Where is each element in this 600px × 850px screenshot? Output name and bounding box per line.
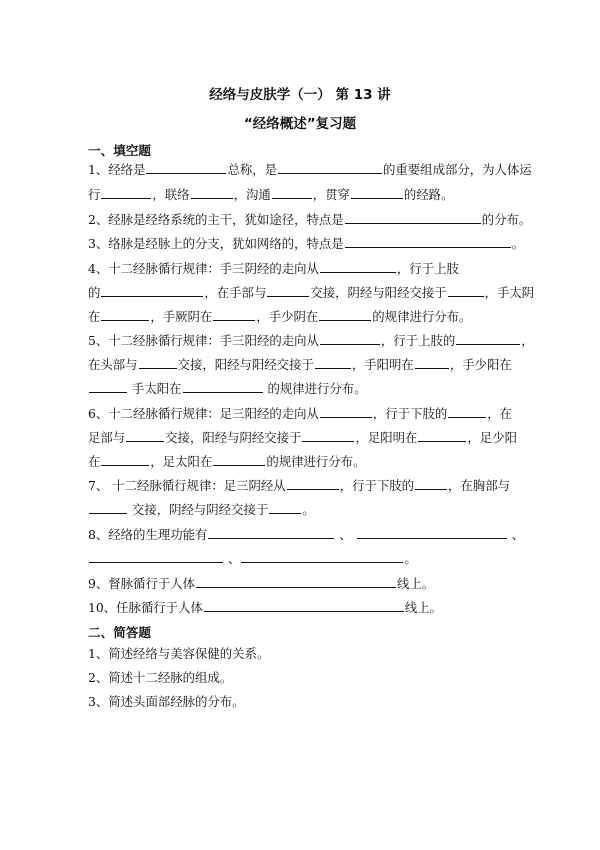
q2-text-b: 的分布。	[481, 212, 532, 227]
q6-text-b: ，行于下肢的	[372, 406, 448, 421]
q7-blank-2[interactable]	[415, 476, 447, 490]
q4-blank-6[interactable]	[213, 307, 255, 321]
short-question-3: 3、简述头面部经脉的分布。	[88, 694, 245, 709]
q1-line-2	[88, 185, 453, 204]
q8-blank-4[interactable]	[241, 549, 403, 563]
q6-text-d: 足部与	[88, 430, 126, 445]
q6-text-a: 6、十二经脉循行规律：足三阳经的走向从	[88, 406, 319, 421]
q9-blank[interactable]	[196, 574, 396, 588]
q6-text-h: 在	[88, 454, 101, 469]
q6-line-3	[88, 452, 365, 471]
q6-line-1	[88, 404, 512, 423]
q8-text-c: 、	[511, 527, 525, 542]
q1-text-d: 行	[88, 187, 101, 202]
q1-text-h: 的经路。	[403, 187, 454, 202]
q5-line-1	[88, 331, 534, 350]
document-subtitle: “经络概述”复习题	[243, 116, 357, 132]
q7-text-a: 7、 十二经脉循行规律：足三阴经从	[88, 478, 286, 493]
q10-text-b: 线上。	[404, 600, 443, 615]
q5-text-d: 在头部与	[88, 357, 138, 372]
q6-blank-4[interactable]	[302, 428, 354, 442]
q6-blank-6[interactable]	[101, 452, 149, 466]
document-title: 经络与皮肤学（一） 第 13 讲	[209, 87, 391, 103]
q1-blank-3[interactable]	[101, 185, 151, 199]
q4-text-j: 的规律进行分布。	[372, 309, 472, 324]
q1-blank-4[interactable]	[191, 185, 233, 199]
q7-line-2	[88, 500, 315, 519]
q5-blank-2[interactable]	[456, 331, 520, 345]
q6-text-c: ，在	[487, 406, 513, 421]
q5-text-i: 的规律进行分布。	[267, 381, 367, 396]
q4-line-1	[88, 259, 459, 278]
q2-line	[88, 210, 531, 229]
q7-text-b: ，行于下肢的	[339, 478, 415, 493]
q4-blank-7[interactable]	[319, 307, 371, 321]
q1-text-e: ，联络	[152, 187, 190, 202]
q8-blank-2[interactable]	[357, 525, 507, 539]
q5-text-h: 手太阳在	[131, 381, 182, 396]
q3-text-a: 3、络脉是经脉上的分支，犹如网络的，特点是	[88, 236, 344, 251]
q6-text-f: ，足阳明在	[355, 430, 418, 445]
q5-text-g: ，手少阳在	[449, 357, 512, 372]
q3-blank[interactable]	[345, 234, 511, 248]
q5-blank-5[interactable]	[415, 355, 449, 369]
q3-line	[88, 234, 524, 253]
q5-blank-7[interactable]	[183, 379, 263, 393]
q7-blank-4[interactable]	[269, 500, 301, 514]
q5-blank-1[interactable]	[320, 331, 380, 345]
q4-text-c: 的	[88, 285, 101, 300]
q4-blank-1[interactable]	[320, 259, 396, 273]
q1-blank-5[interactable]	[272, 185, 312, 199]
q7-text-c: ，在胸部与	[448, 478, 510, 493]
q6-blank-1[interactable]	[320, 404, 372, 418]
q8-text-e: 。	[404, 551, 417, 566]
q4-blank-2[interactable]	[101, 283, 203, 297]
q4-blank-5[interactable]	[101, 307, 149, 321]
q2-text-a: 2、经脉是经络系统的主干，犹如途径，特点是	[88, 212, 344, 227]
q5-text-f: ，手阳明在	[351, 357, 414, 372]
q5-text-e: 交接，阳经与阳经交接于	[177, 357, 314, 372]
q8-blank-3[interactable]	[89, 549, 223, 563]
q1-line-1	[88, 160, 532, 179]
q3-text-b: 。	[511, 236, 525, 251]
q5-line-3	[88, 379, 367, 398]
q6-blank-2[interactable]	[448, 404, 486, 418]
q6-text-i: ，足太阳在	[150, 454, 213, 469]
q4-text-b: ，行于上肢	[396, 261, 459, 276]
section-short-answer: 二、简答题	[88, 625, 151, 640]
q9-text-a: 9、督脉循行于人体	[88, 576, 196, 591]
q10-blank[interactable]	[204, 598, 404, 612]
q6-text-j: 的规律进行分布。	[266, 454, 366, 469]
q7-blank-3[interactable]	[89, 500, 127, 514]
q4-text-f: ，手太阴	[484, 285, 535, 300]
q4-blank-4[interactable]	[448, 283, 484, 297]
q6-text-e: 交接，阳经与阴经交接于	[165, 430, 302, 445]
q6-line-2	[88, 428, 517, 447]
q7-text-e: 。	[302, 502, 315, 517]
q5-blank-6[interactable]	[89, 379, 127, 393]
q6-blank-7[interactable]	[213, 452, 265, 466]
q1-text-a: 1、经络是	[88, 162, 146, 177]
q5-blank-3[interactable]	[139, 355, 177, 369]
q6-blank-3[interactable]	[126, 428, 164, 442]
q1-blank-6[interactable]	[351, 185, 403, 199]
q5-line-2	[88, 355, 512, 374]
q4-blank-3[interactable]	[267, 283, 309, 297]
q4-text-e: 交接，阴经与阳经交接于	[310, 285, 447, 300]
q6-blank-5[interactable]	[418, 428, 466, 442]
q8-line-1	[88, 525, 524, 544]
q1-text-c: 的重要组成部分，为人体运	[383, 162, 532, 177]
q10-text-a: 10、任脉循行于人体	[88, 600, 203, 615]
q5-text-b: ，行于上肢的	[380, 333, 456, 348]
q1-text-g: ，贯穿	[312, 187, 350, 202]
q5-text-c: ，	[521, 333, 534, 348]
q4-text-i: ，手少阴在	[256, 309, 319, 324]
q4-line-2	[88, 283, 534, 302]
q2-blank[interactable]	[345, 210, 481, 224]
q10-line	[88, 598, 442, 617]
q4-text-a: 4、十二经脉循行规律：手三阴经的走向从	[88, 261, 319, 276]
q9-text-b: 线上。	[397, 576, 435, 591]
q1-blank-1[interactable]	[146, 160, 226, 174]
section-fill-blank: 一、填空题	[88, 143, 151, 158]
short-question-1: 1、简述经络与美容保健的关系。	[88, 646, 270, 661]
q6-text-g: ，足少阳	[467, 430, 517, 445]
q8-text-d: 、	[227, 551, 241, 566]
q1-text-f: ，沟通	[233, 187, 271, 202]
q8-line-2	[88, 549, 417, 568]
q7-blank-1[interactable]	[287, 476, 339, 490]
short-question-2: 2、简述十二经脉的组成。	[88, 670, 233, 685]
q4-line-3	[88, 307, 471, 326]
q8-text-b: 、	[339, 527, 352, 542]
q8-blank-1[interactable]	[208, 525, 334, 539]
q5-blank-4[interactable]	[315, 355, 351, 369]
q4-text-d: ，在手部与	[204, 285, 267, 300]
q4-text-g: 在	[88, 309, 101, 324]
q5-text-a: 5、十二经脉循行规律：手三阳经的走向从	[88, 333, 319, 348]
q7-line-1	[88, 476, 510, 495]
q7-text-d: 交接，阴经与阴经交接于	[131, 502, 269, 517]
q4-text-h: ，手厥阴在	[150, 309, 213, 324]
q1-text-b: 总称，是	[227, 162, 278, 177]
q1-blank-2[interactable]	[278, 160, 382, 174]
q8-text-a: 8、经络的生理功能有	[88, 527, 208, 542]
q9-line	[88, 574, 434, 593]
